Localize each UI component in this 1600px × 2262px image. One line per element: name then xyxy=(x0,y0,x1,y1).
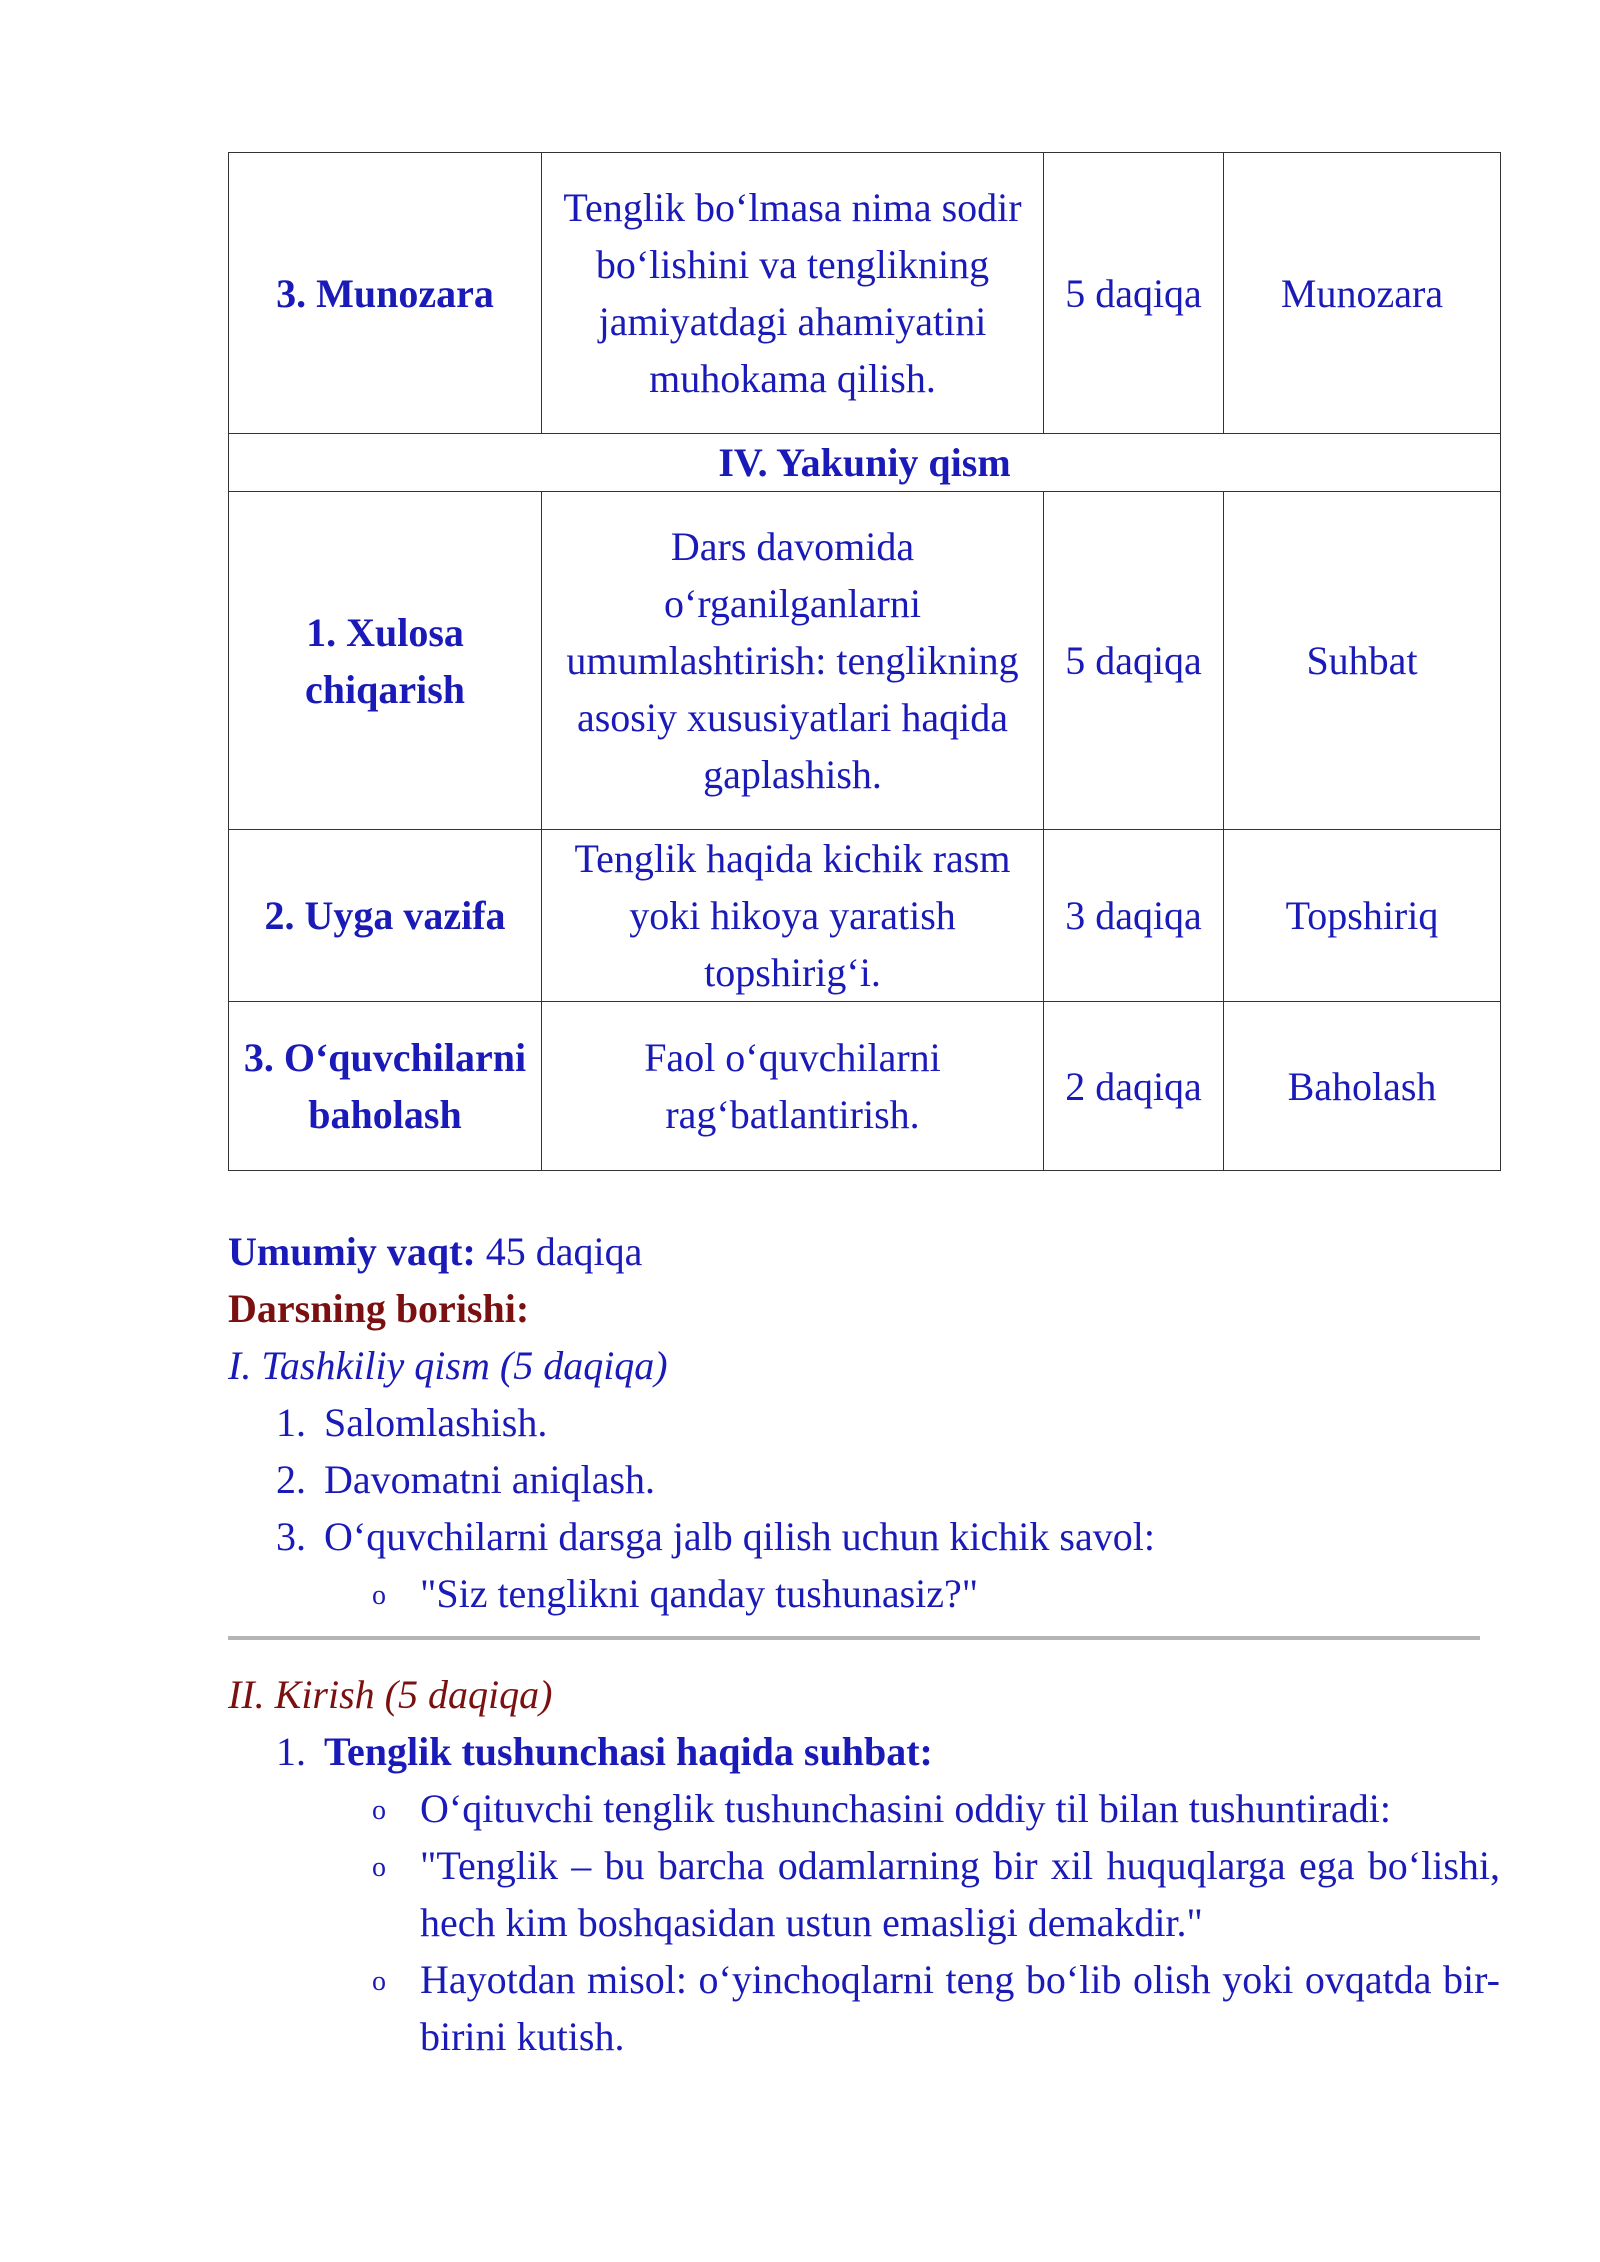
total-time-value: 45 daqiqa xyxy=(485,1229,643,1274)
sub-item: o O‘qituvchi tenglik tushunchasini oddiy til bilan tushuntiradi: xyxy=(228,1780,1500,1837)
stage-cell: 3. Munozara xyxy=(229,153,542,434)
method-cell: Suhbat xyxy=(1224,492,1501,830)
part1-sublist xyxy=(228,1565,1500,1622)
method-cell: Topshiriq xyxy=(1224,830,1501,1002)
content-cell: Tenglik bo‘lmasa nima sodir bo‘lishini va tenglikning jamiyatdagi ahamiyatini muhokama qilish. xyxy=(542,153,1044,434)
table-row xyxy=(229,492,1501,830)
bullet-icon: o xyxy=(372,1966,386,1997)
lesson-plan-table xyxy=(228,152,1501,1171)
part2-list xyxy=(228,1723,1500,1780)
table-row xyxy=(229,1002,1501,1171)
stage-cell: 1. Xulosa chiqarish xyxy=(229,492,542,830)
time-cell: 3 daqiqa xyxy=(1044,830,1224,1002)
stage-cell: 3. O‘quvchilarni baholash xyxy=(229,1002,542,1171)
horizontal-divider xyxy=(228,1636,1480,1640)
part2-heading: II. Kirish (5 daqiqa) xyxy=(228,1672,553,1717)
sub-item: o "Siz tenglikni qanday tushunasiz?" xyxy=(228,1565,1500,1622)
content-cell: Tenglik haqida kichik rasm yoki hikoya yaratish topshirig‘i. xyxy=(542,830,1044,1002)
bullet-icon: o xyxy=(372,1852,386,1883)
part2-sublist xyxy=(228,1780,1500,2065)
content-cell: Faol o‘quvchilarni rag‘batlantirish. xyxy=(542,1002,1044,1171)
content-cell: Dars davomida o‘rganilganlarni umumlashtirish: tenglikning asosiy xususiyatlari haqida gaplashish. xyxy=(542,492,1044,830)
bullet-icon: o xyxy=(372,1795,386,1826)
progress-heading: Darsning borishi: xyxy=(228,1286,530,1331)
lesson-body xyxy=(228,1223,1500,2065)
section-row xyxy=(229,434,1501,492)
table-row xyxy=(229,830,1501,1002)
section-title: IV. Yakuniy qism xyxy=(229,434,1501,492)
time-cell: 5 daqiqa xyxy=(1044,492,1224,830)
method-cell: Munozara xyxy=(1224,153,1501,434)
method-cell: Baholash xyxy=(1224,1002,1501,1171)
sub-item: o Hayotdan misol: o‘yinchoqlarni teng bo‘lib olish yoki ovqatda bir-birini kutish. xyxy=(228,1951,1500,2065)
part1-list xyxy=(228,1394,1500,1565)
time-cell: 5 daqiqa xyxy=(1044,153,1224,434)
list-item: 1. Tenglik tushunchasi haqida suhbat: xyxy=(276,1729,933,1774)
part1-heading: I. Tashkiliy qism (5 daqiqa) xyxy=(228,1343,668,1388)
time-cell: 2 daqiqa xyxy=(1044,1002,1224,1171)
bullet-icon: o xyxy=(372,1580,386,1611)
document-page xyxy=(228,152,1500,2065)
total-time xyxy=(228,1223,1500,1280)
sub-item: o "Tenglik – bu barcha odamlarning bir xil huquqlarga ega bo‘lishi, hech kim boshqasidan ustun emasligi demakdir." xyxy=(228,1837,1500,1951)
total-time-label: Umumiy vaqt: xyxy=(228,1229,476,1274)
table-row xyxy=(229,153,1501,434)
stage-cell: 2. Uyga vazifa xyxy=(229,830,542,1002)
list-item: 3. O‘quvchilarni darsga jalb qilish uchun kichik savol: xyxy=(276,1514,1155,1559)
list-item: 1. Salomlashish. xyxy=(276,1400,548,1445)
list-item: 2. Davomatni aniqlash. xyxy=(276,1457,656,1502)
